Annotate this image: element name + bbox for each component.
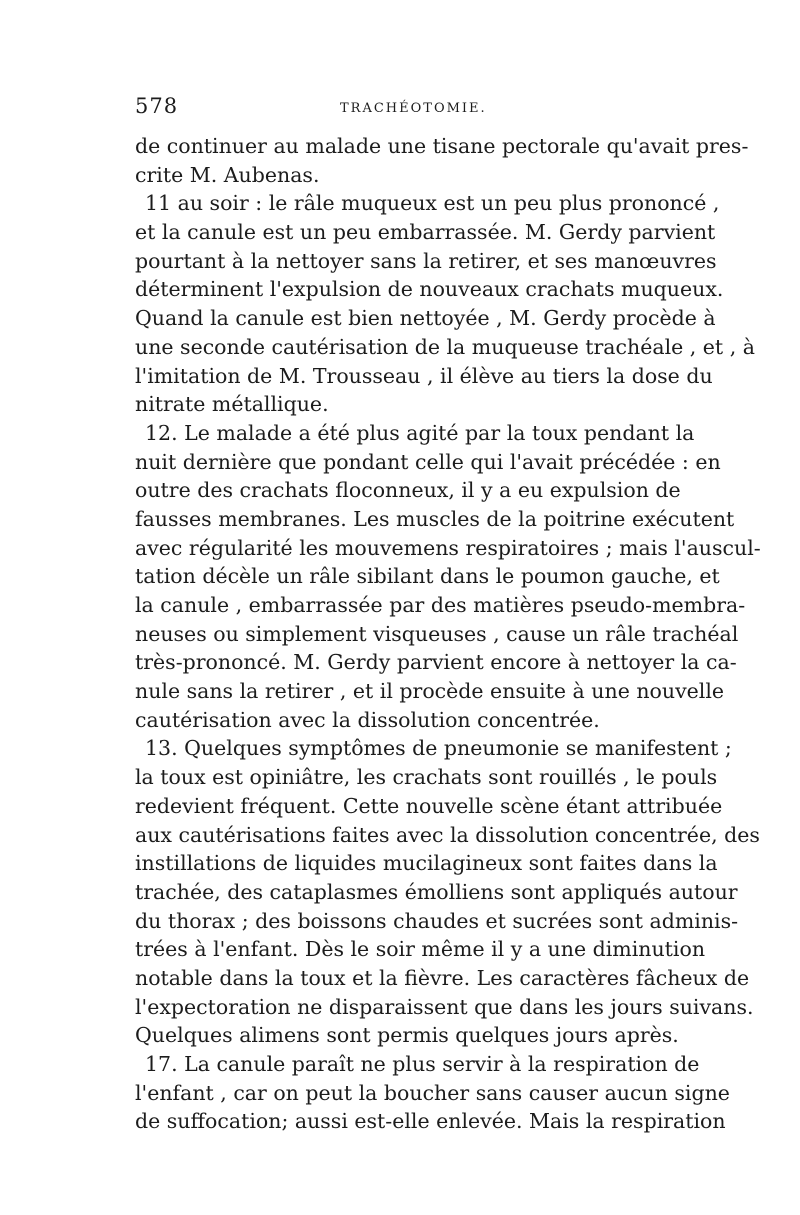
text-line: 12. Le malade a été plus agité par la toux pendant la — [145, 420, 695, 445]
text-line: nule sans la retirer , et il procède ensuite à une nouvelle — [135, 679, 725, 704]
text-line: instillations de liquides mucilagineux sont faites dans la — [135, 851, 718, 876]
text-line: trées à l'enfant. Dès le soir même il y a une diminution — [135, 937, 706, 962]
text-line: nuit dernière que pondant celle qui l'avait précédée : en — [135, 449, 721, 474]
text-line: fausses membranes. Les muscles de la poitrine exécutent — [135, 506, 735, 531]
text-line: trachée, des cataplasmes émolliens sont appliqués autour — [135, 879, 738, 904]
text-line: tation décèle un râle sibilant dans le poumon gauche, et — [135, 564, 720, 589]
text-line: du thorax ; des boissons chaudes et sucrées sont adminis- — [135, 908, 739, 933]
text-line: cautérisation avec la dissolution concentrée. — [135, 707, 600, 732]
text-line: déterminent l'expulsion de nouveaux crachats muqueux. — [135, 277, 724, 302]
text-line: pourtant à la nettoyer sans la retirer, et ses manœuvres — [135, 248, 717, 273]
text-line: une seconde cautérisation de la muqueuse trachéale , et , à — [135, 334, 755, 359]
page-number: 578 — [135, 94, 179, 118]
running-head — [135, 94, 665, 122]
text-line: l'expectoration ne disparaissent que dans les jours suivans. — [135, 994, 754, 1019]
text-line: 17. La canule paraît ne plus servir à la respiration de — [145, 1052, 700, 1076]
body-text — [135, 132, 761, 1136]
text-line: très-prononcé. M. Gerdy parvient encore à nettoyer la ca- — [135, 650, 737, 675]
text-line: de continuer au malade une tisane pectorale qu'avait pres- — [135, 134, 749, 158]
text-line: aux cautérisations faites avec la dissolution concentrée, des — [135, 822, 760, 847]
text-line: l'imitation de M. Trousseau , il élève au tiers la dose du — [135, 363, 713, 388]
text-line: la toux est opiniâtre, les crachats sont rouillés , le pouls — [135, 765, 718, 790]
text-line: et la canule est un peu embarrassée. M. Gerdy parvient — [135, 220, 716, 245]
text-line: crite M. Aubenas. — [135, 162, 320, 187]
text-line: la canule , embarrassée par des matières pseudo-membra- — [135, 593, 746, 617]
text-line: Quand la canule est bien nettoyée , M. Gerdy procède à — [135, 306, 716, 331]
text-line: Quelques alimens sont permis quelques jours après. — [135, 1023, 679, 1048]
text-line: nitrate métallique. — [135, 392, 329, 417]
text-line: l'enfant , car on peut la boucher sans causer aucun signe — [135, 1080, 730, 1105]
text-line: redevient fréquent. Cette nouvelle scène étant attribuée — [135, 793, 723, 818]
running-title: TRACHÉOTOMIE. — [340, 101, 487, 116]
text-line: avec régularité les mouvemens respiratoires ; mais l'auscul- — [135, 535, 761, 560]
text-line: 13. Quelques symptômes de pneumonie se manifestent ; — [145, 736, 732, 761]
text-line: 11 au soir : le râle muqueux est un peu plus prononcé , — [145, 191, 720, 216]
text-line: outre des crachats floconneux, il y a eu expulsion de — [135, 478, 681, 503]
text-line: notable dans la toux et la fièvre. Les caractères fâcheux de — [135, 965, 750, 990]
text-line: de suffocation; aussi est-elle enlevée. Mais la respiration — [135, 1109, 726, 1134]
text-line: neuses ou simplement visqueuses , cause un râle trachéal — [135, 621, 739, 646]
